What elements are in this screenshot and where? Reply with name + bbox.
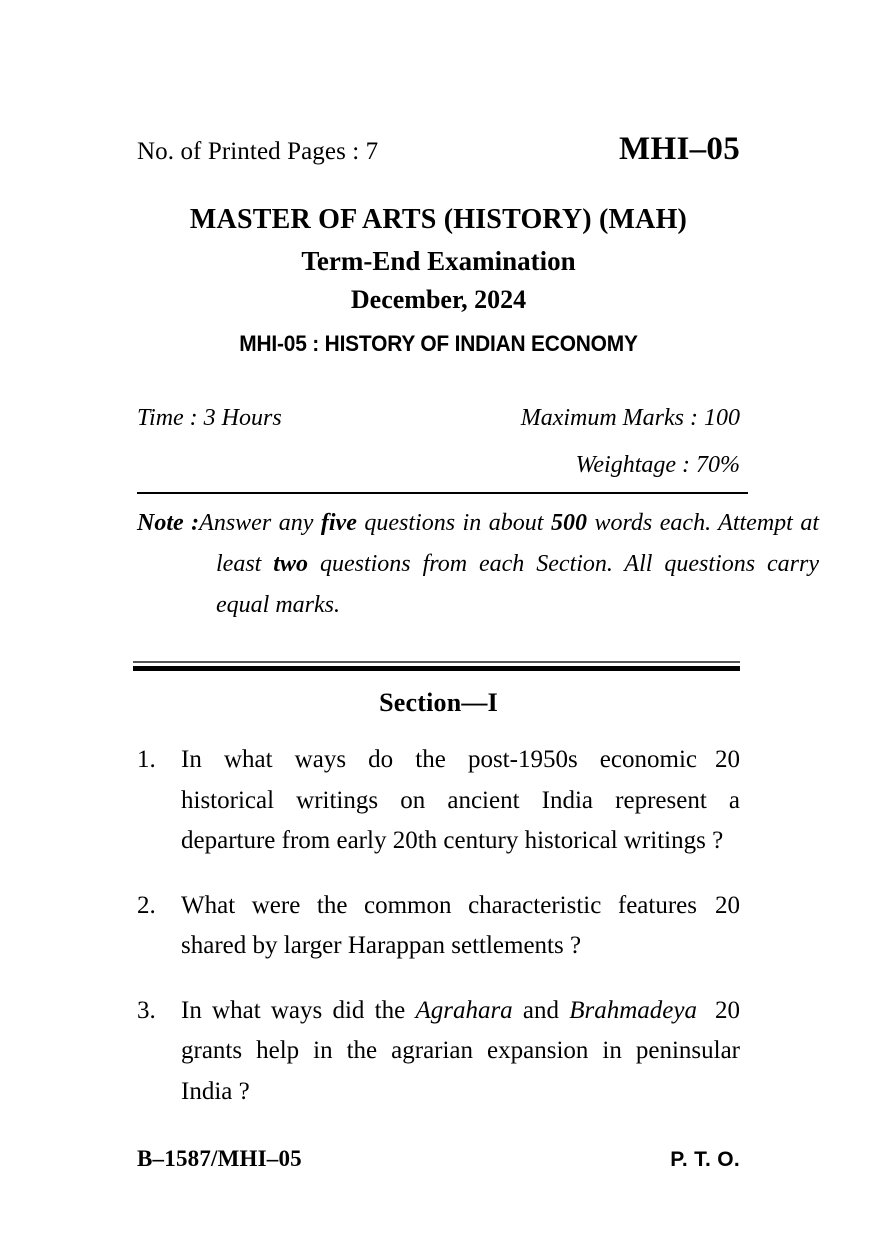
footer-pto: P. T. O. — [670, 1148, 740, 1171]
note-text-1: Answer any — [199, 510, 321, 536]
meta-row-weightage — [137, 452, 740, 479]
divider-double-thin — [133, 661, 740, 663]
question-text-part-3: grants help in the agrarian expansion in peninsular India ? — [181, 1037, 740, 1105]
question-marks: 20 — [715, 746, 740, 773]
title-block — [137, 203, 740, 357]
note-label: Note : — [137, 510, 200, 536]
note-emphasis-two: two — [273, 551, 308, 578]
weightage-label: Weightage : 70% — [575, 452, 740, 478]
course-title: MHI-05 : HISTORY OF INDIAN ECONOMY — [239, 330, 638, 356]
divider-double — [133, 661, 740, 669]
question-text: What were the common characteristic features shared by larger Harappan settlements ? — [181, 891, 697, 959]
question-body — [181, 991, 740, 1113]
exam-title: Term-End Examination — [301, 246, 576, 277]
note-text-2: questions in about — [356, 510, 551, 536]
term-agrahara: Agrahara — [415, 996, 513, 1024]
term-brahmadeya: Brahmadeya — [569, 996, 697, 1024]
printed-pages-label: No. of Printed Pages : 7 — [137, 138, 379, 165]
page-footer — [137, 1146, 740, 1172]
program-title: MASTER OF ARTS (HISTORY) (MAH) — [189, 204, 688, 235]
maximum-marks-label: Maximum Marks : 100 — [520, 405, 740, 431]
question-text-part-2: and — [512, 996, 570, 1024]
note-block — [137, 503, 819, 626]
question-body — [181, 886, 740, 967]
section-heading: Section—I — [379, 688, 498, 717]
question-item — [137, 740, 740, 862]
footer-paper-id: B–1587/MHI–05 — [137, 1146, 302, 1171]
note-text-4: questions from each Section. All questions carry equal marks. — [216, 551, 820, 619]
note-emphasis-500: 500 — [550, 510, 587, 536]
exam-meta — [137, 405, 740, 479]
question-text-part-1: In what ways did the — [181, 996, 416, 1024]
question-marks: 20 — [715, 891, 740, 919]
divider-double-thick — [133, 666, 740, 671]
meta-row-time-marks — [137, 405, 740, 432]
note-emphasis-five: five — [320, 510, 357, 536]
page-header — [137, 131, 740, 168]
exam-session: December, 2024 — [350, 284, 527, 314]
divider-single — [137, 492, 748, 494]
question-body — [181, 740, 740, 862]
paper-code: MHI–05 — [619, 131, 740, 167]
question-number: 3. — [137, 996, 156, 1024]
time-label: Time : 3 Hours — [137, 405, 282, 431]
question-number: 2. — [137, 891, 156, 919]
question-list — [137, 740, 740, 1136]
question-number: 1. — [137, 746, 156, 773]
question-marks: 20 — [715, 996, 740, 1024]
question-item — [137, 991, 740, 1113]
question-item — [137, 886, 740, 967]
note-text-3: words each. Attempt at least — [216, 510, 820, 578]
question-text: In what ways do the post-1950s economic historical writings on ancient India represent a departure from early 20th century historical writings ? — [181, 746, 740, 854]
